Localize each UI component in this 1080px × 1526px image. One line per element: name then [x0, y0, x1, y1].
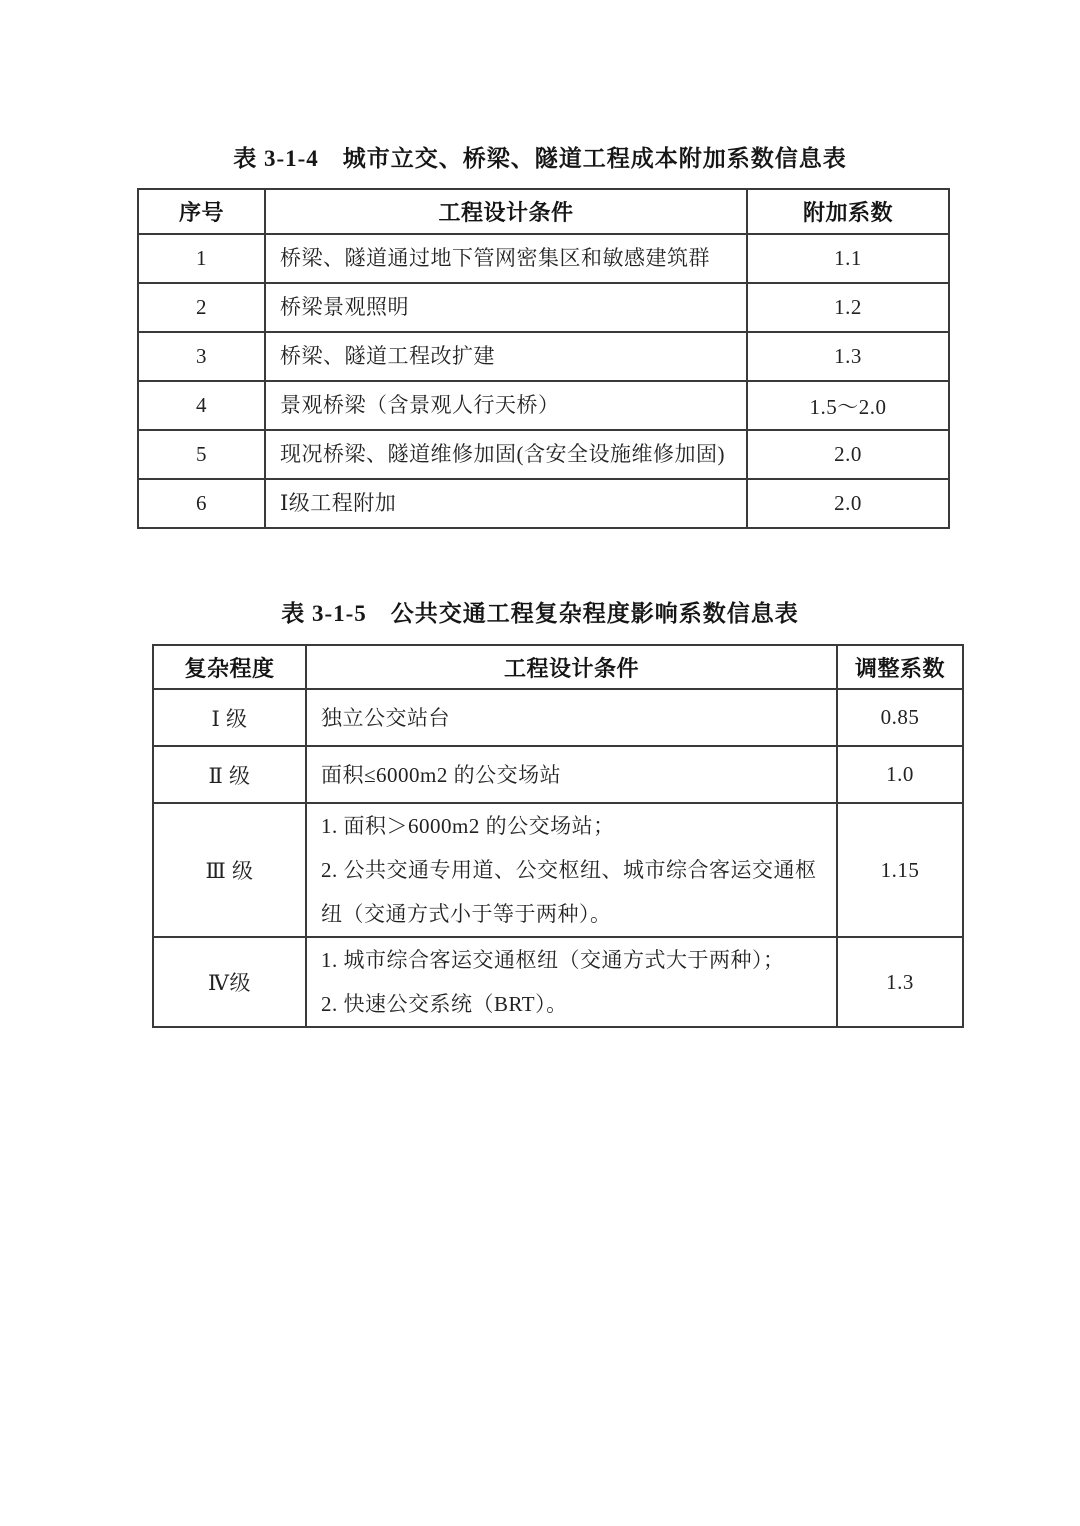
serial-number-cell: 2 [138, 283, 265, 332]
table-row [138, 283, 949, 332]
table-row [153, 689, 963, 746]
complexity-level-cell: Ⅲ 级 [153, 803, 306, 937]
serial-number-cell: 5 [138, 430, 265, 479]
coefficient-cell: 2.0 [747, 430, 949, 479]
table-row [138, 381, 949, 430]
condition-cell [265, 283, 747, 332]
table2-body [153, 689, 963, 1027]
condition-line: 桥梁景观照明 [280, 295, 409, 320]
condition-cell [306, 746, 837, 803]
serial-number-cell: 4 [138, 381, 265, 430]
condition-cell [265, 479, 747, 528]
table-row [138, 479, 949, 528]
table1-body [138, 234, 949, 528]
column-header-design-condition: 工程设计条件 [265, 189, 747, 234]
condition-line: 1. 面积＞6000m2 的公交场站； [321, 814, 615, 838]
cost-addition-coefficient-table [137, 188, 950, 529]
serial-number-cell: 3 [138, 332, 265, 381]
coefficient-cell: 0.85 [837, 689, 963, 746]
table-row [153, 803, 963, 937]
column-header-adjustment-coefficient: 调整系数 [837, 645, 963, 689]
header-row [153, 645, 963, 689]
public-transport-complexity-coefficient-table [152, 644, 964, 1028]
table-row [138, 234, 949, 283]
table1-title: 表 3-1-4 城市立交、桥梁、隧道工程成本附加系数信息表 [233, 146, 847, 171]
coefficient-cell: 1.5～2.0 [747, 381, 949, 430]
table2-header [153, 645, 963, 689]
condition-line: 独立公交站台 [321, 705, 450, 730]
table-row [153, 937, 963, 1027]
condition-line: 桥梁、隧道通过地下管网密集区和敏感建筑群 [280, 246, 710, 271]
condition-line: 景观桥梁（含景观人行天桥） [280, 393, 560, 418]
table1-header [138, 189, 949, 234]
condition-line: 2. 快速公交系统（BRT）。 [321, 992, 568, 1016]
column-header-complexity-level: 复杂程度 [153, 645, 306, 689]
condition-cell [306, 689, 837, 746]
table2-title: 表 3-1-5 公共交通工程复杂程度影响系数信息表 [281, 601, 799, 626]
complexity-level-cell: Ⅰ 级 [153, 689, 306, 746]
column-header-serial-number: 序号 [138, 189, 265, 234]
serial-number-cell: 6 [138, 479, 265, 528]
table-row [138, 430, 949, 479]
header-row [138, 189, 949, 234]
serial-number-cell: 1 [138, 234, 265, 283]
coefficient-cell: 1.15 [837, 803, 963, 937]
complexity-level-cell: Ⅳ级 [153, 937, 306, 1027]
condition-cell [265, 332, 747, 381]
condition-cell [265, 234, 747, 283]
table-row [138, 332, 949, 381]
condition-cell [306, 937, 837, 1027]
condition-line: 现况桥梁、隧道维修加固(含安全设施维修加固) [280, 442, 725, 467]
condition-line: 1. 城市综合客运交通枢纽（交通方式大于两种）； [321, 948, 785, 972]
condition-cell [306, 803, 837, 937]
complexity-level-cell: Ⅱ 级 [153, 746, 306, 803]
condition-cell [265, 381, 747, 430]
coefficient-cell: 1.1 [747, 234, 949, 283]
column-header-design-condition: 工程设计条件 [306, 645, 837, 689]
condition-line: 面积≤6000m2 的公交场站 [321, 762, 562, 787]
coefficient-cell: 1.3 [747, 332, 949, 381]
coefficient-cell: 1.0 [837, 746, 963, 803]
condition-cell [265, 430, 747, 479]
condition-line: 2. 公共交通专用道、公交枢纽、城市综合客运交通枢纽（交通方式小于等于两种）。 [321, 858, 817, 926]
column-header-addition-coefficient: 附加系数 [747, 189, 949, 234]
coefficient-cell: 2.0 [747, 479, 949, 528]
coefficient-cell: 1.3 [837, 937, 963, 1027]
condition-line: 桥梁、隧道工程改扩建 [280, 344, 495, 369]
table-row [153, 746, 963, 803]
condition-line: Ⅰ级工程附加 [280, 491, 397, 516]
coefficient-cell: 1.2 [747, 283, 949, 332]
